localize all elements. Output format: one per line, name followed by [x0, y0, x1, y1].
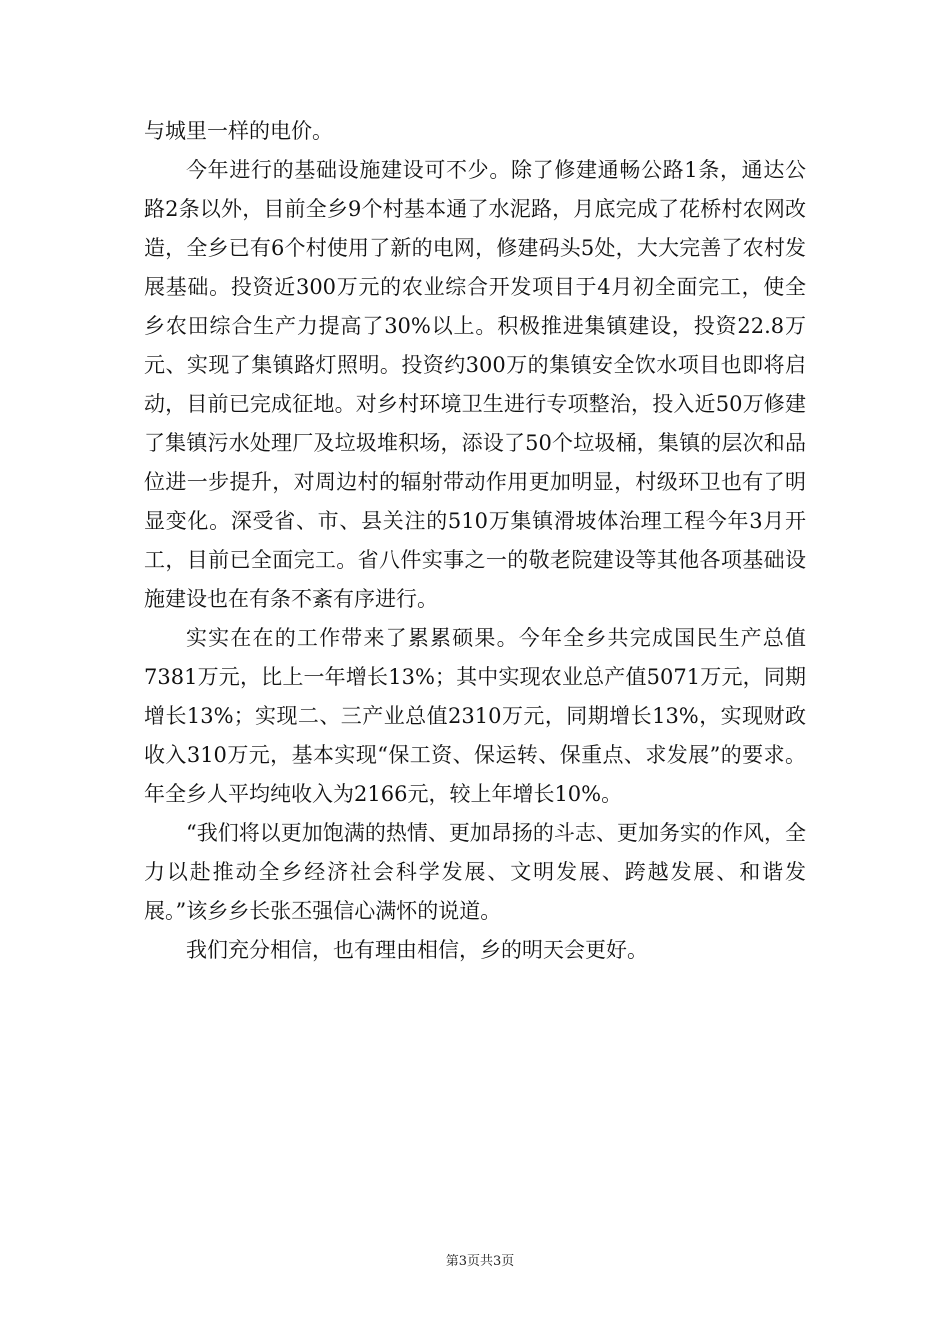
paragraph-closing: 我们充分相信，也有理由相信，乡的明天会更好。 [186, 938, 648, 962]
document-body [144, 112, 806, 970]
paragraph-results: 实实在在的工作带来了累累硕果。今年全乡共完成国民生产总值7381万元，比上一年增长13%；其中实现农业总产值5071万元，同期增长13%；实现二、三产业总值2310万元，同期增长13%，实现财政收入310万元，基本实现“保工资、保运转、保重点、求发展”的要求。年全乡人平均纯收入为2166元，较上年增长10%。 [144, 626, 806, 806]
paragraph-quote: “我们将以更加饱满的热情、更加昂扬的斗志、更加务实的作风，全力以赴推动全乡经济社会科学发展、文明发展、跨越发展、和谐发展。”该乡乡长张丕强信心满怀的说道。 [144, 821, 806, 923]
paragraph-infrastructure: 今年进行的基础设施建设可不少。除了修建通畅公路1条，通达公路2条以外，目前全乡9个村基本通了水泥路，月底完成了花桥村农网改造，全乡已有6个村使用了新的电网，修建码头5处，大大完善了农村发展基础。投资近300万元的农业综合开发项目于4月初全面完工，使全乡农田综合生产力提高了30%以上。积极推进集镇建设，投资22.8万元、实现了集镇路灯照明。投资约300万的集镇安全饮水项目也即将启动，目前已完成征地。对乡村环境卫生进行专项整治，投入近50万修建了集镇污水处理厂及垃圾堆积场，添设了50个垃圾桶，集镇的层次和品位进一步提升，对周边村的辐射带动作用更加明显，村级环卫也有了明显变化。深受省、市、县关注的510万集镇滑坡体治理工程今年3月开工，目前已全面完工。省八件实事之一的敬老院建设等其他各项基础设施建设也在有条不紊有序进行。 [144, 158, 806, 611]
page-footer: 第3页共3页 [445, 1254, 515, 1269]
paragraph-continuation: 与城里一样的电价。 [144, 119, 333, 143]
